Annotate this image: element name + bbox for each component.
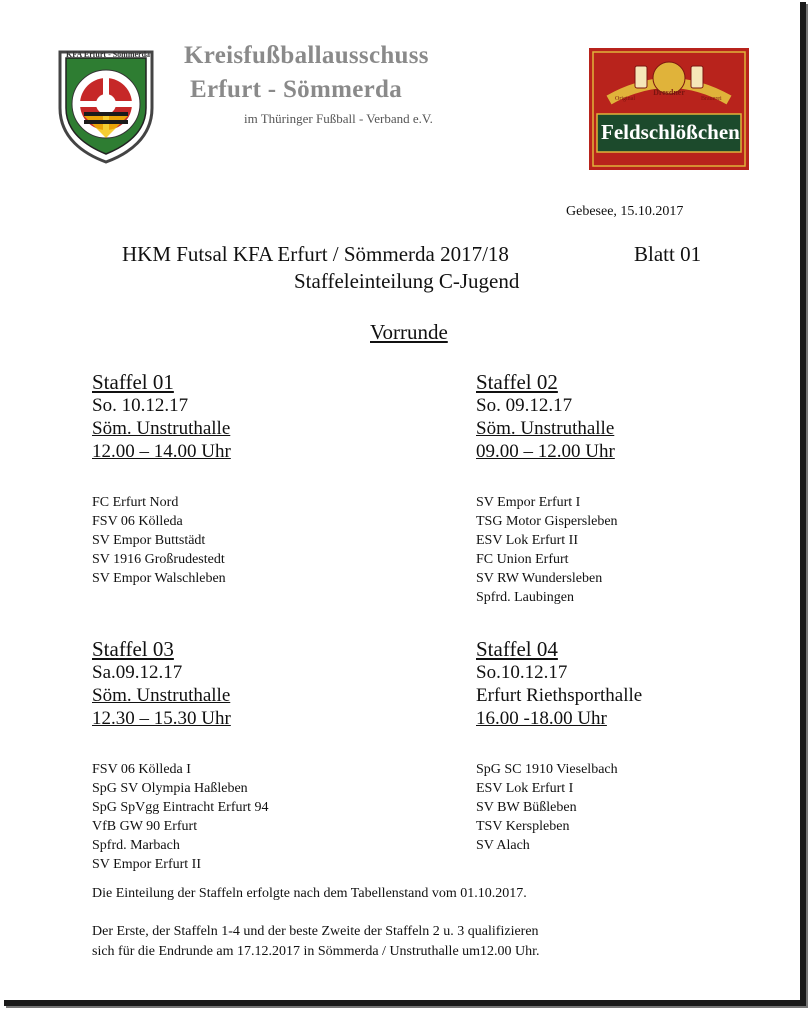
team-item: SV Empor Walschleben — [92, 571, 226, 586]
team-item: FSV 06 Kölleda — [92, 514, 183, 529]
team-item: SV Alach — [476, 838, 530, 853]
team-item: SpG SV Olympia Haßleben — [92, 781, 248, 796]
org-name-line1: Kreisfußballausschuss — [184, 42, 429, 69]
feldschloesschen-logo — [589, 48, 749, 170]
staffel-time: 12.30 – 15.30 Uhr — [92, 708, 231, 729]
team-item: SV Empor Erfurt II — [92, 857, 201, 872]
staffel-date: Sa.09.12.17 — [92, 662, 183, 683]
team-list — [92, 760, 269, 874]
document-title: HKM Futsal KFA Erfurt / Sömmerda 2017/18 — [122, 242, 509, 266]
staffel-venue: Söm. Unstruthalle — [92, 418, 231, 439]
team-item: SV RW Wundersleben — [476, 571, 603, 586]
staffel-venue: Söm. Unstruthalle — [476, 418, 615, 439]
team-item: SV 1916 Großrudestedt — [92, 552, 225, 567]
dateline: Gebesee, 15.10.2017 — [566, 204, 684, 219]
team-item: Spfrd. Laubingen — [476, 590, 574, 605]
staffel-block-3 — [92, 637, 269, 874]
staffel-venue: Söm. Unstruthalle — [92, 685, 231, 706]
org-subtitle: im Thüringer Fußball - Verband e.V. — [244, 111, 433, 126]
team-item: SV Empor Buttstädt — [92, 533, 206, 548]
org-name-line2: Erfurt - Sömmerda — [190, 76, 402, 103]
note-qualification-line1: Der Erste, der Staffeln 1-4 und der beste Zweite der Staffeln 2 u. 3 qualifizieren — [92, 924, 539, 939]
note-qualification-line2: sich für die Endrunde am 17.12.2017 in Sömmerda / Unstruthalle um12.00 Uhr. — [92, 944, 540, 959]
document-page — [4, 2, 806, 1006]
kfa-crest-logo — [54, 46, 158, 164]
sheet-number: Blatt 01 — [634, 242, 702, 266]
team-list — [476, 493, 618, 607]
team-item: SV BW Büßleben — [476, 800, 577, 815]
staffel-name: Staffel 02 — [476, 370, 558, 394]
team-item: FSV 06 Kölleda I — [92, 762, 191, 777]
team-item: SpG SC 1910 Vieselbach — [476, 762, 618, 777]
note-seeding: Die Einteilung der Staffeln erfolgte nach dem Tabellenstand vom 01.10.2017. — [92, 886, 527, 901]
team-item: Spfrd. Marbach — [92, 838, 180, 853]
brand-small-left: Original — [615, 96, 635, 102]
brand-badge-graphic — [589, 48, 749, 170]
staffel-name: Staffel 04 — [476, 637, 558, 661]
staffel-name: Staffel 01 — [92, 370, 174, 394]
staffel-venue: Erfurt Riethsporthalle — [476, 685, 643, 706]
staffel-time: 12.00 – 14.00 Uhr — [92, 441, 231, 462]
team-item: TSG Motor Gispersleben — [476, 514, 618, 529]
staffel-date: So. 09.12.17 — [476, 395, 573, 416]
team-item: TSV Kerspleben — [476, 819, 570, 834]
document-subtitle: Staffeleinteilung C-Jugend — [294, 269, 520, 293]
team-item: ESV Lok Erfurt I — [476, 781, 574, 796]
round-heading: Vorrunde — [370, 320, 448, 344]
team-item: SV Empor Erfurt I — [476, 495, 581, 510]
team-item: FC Union Erfurt — [476, 552, 569, 567]
brand-top-text: Dresdner — [653, 88, 685, 97]
staffel-block-4 — [476, 637, 642, 855]
staffel-date: So.10.12.17 — [476, 662, 568, 683]
staffel-date: So. 10.12.17 — [92, 395, 189, 416]
staffel-block-2 — [476, 370, 618, 607]
team-list — [92, 493, 231, 588]
crest-text: KFA Erfurt - Sömmerda — [66, 50, 151, 59]
brand-small-right: Brauerei — [701, 96, 722, 102]
staffel-block-1 — [92, 370, 231, 588]
team-list — [476, 760, 642, 855]
team-item: ESV Lok Erfurt II — [476, 533, 578, 548]
brand-name: Feldschlößchen — [601, 120, 740, 144]
team-item: SpG SpVgg Eintracht Erfurt 94 — [92, 800, 269, 815]
staffel-time: 16.00 -18.00 Uhr — [476, 708, 607, 729]
staffel-name: Staffel 03 — [92, 637, 174, 661]
team-item: VfB GW 90 Erfurt — [92, 819, 198, 834]
staffel-time: 09.00 – 12.00 Uhr — [476, 441, 615, 462]
team-item: FC Erfurt Nord — [92, 495, 179, 510]
